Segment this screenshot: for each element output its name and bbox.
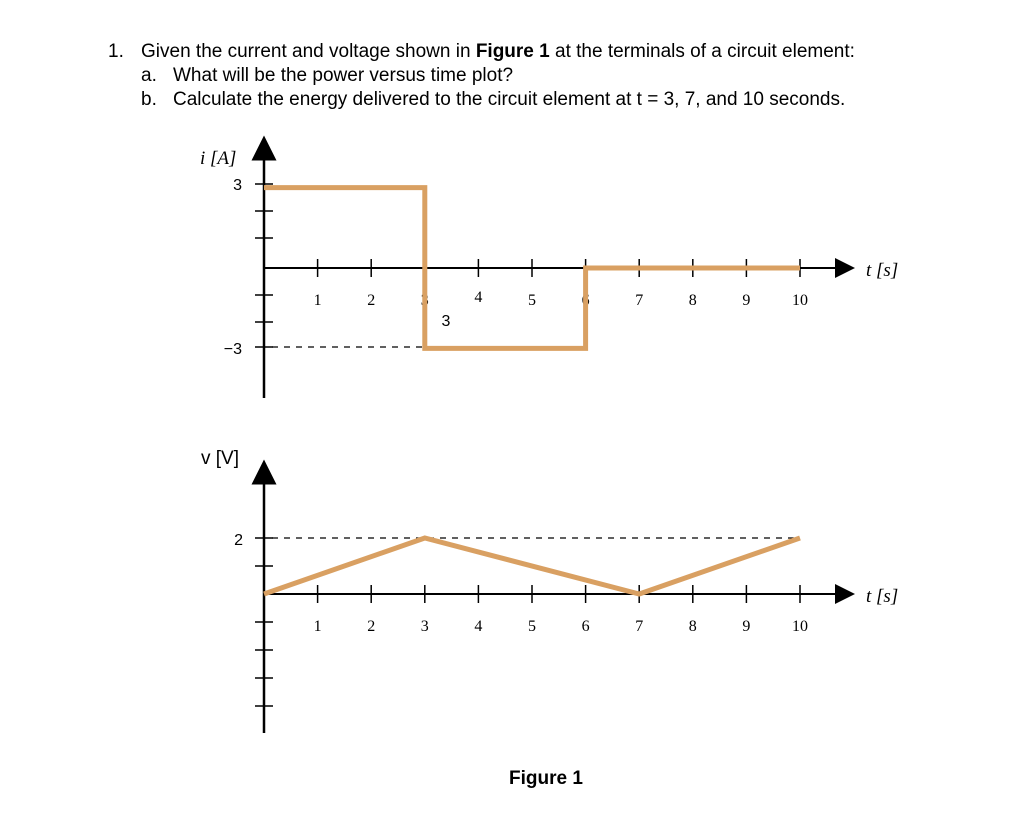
i-x-tick-label-4: 4 — [474, 289, 483, 306]
i-x-tick-label-9: 9 — [742, 292, 751, 309]
current-x-label: t [s] — [866, 260, 899, 281]
i-x-tick-label-8: 8 — [688, 292, 697, 309]
v-x-tick-label-5: 5 — [528, 618, 536, 635]
part-a-letter: a. — [141, 65, 157, 86]
part-a-text: What will be the power versus time plot? — [173, 65, 514, 86]
v-x-tick-label-7: 7 — [635, 618, 644, 635]
i-x-tick-label-5: 5 — [528, 292, 536, 309]
figure-caption: Figure 1 — [509, 768, 583, 789]
voltage-plot — [201, 448, 898, 733]
intro-figure-ref: Figure 1 — [475, 41, 550, 62]
current-x-tick-labels — [314, 289, 808, 309]
v-x-tick-label-2: 2 — [367, 618, 376, 635]
voltage-y-tick-label-2: 2 — [234, 532, 243, 549]
v-x-tick-label-4: 4 — [474, 618, 483, 635]
v-x-tick-label-3: 3 — [420, 618, 429, 635]
intro-post: at the terminals of a circuit element: — [555, 41, 855, 62]
voltage-x-tick-labels — [314, 618, 808, 635]
current-extra-label-3: 3 — [441, 313, 451, 330]
v-x-tick-label-9: 9 — [742, 618, 751, 635]
voltage-y-label — [201, 448, 239, 469]
v-x-tick-label-8: 8 — [688, 618, 697, 635]
current-plot — [200, 148, 898, 398]
v-x-tick-label-10: 10 — [792, 618, 808, 635]
i-x-tick-label-1: 1 — [313, 292, 322, 309]
current-y-label: i [A] — [200, 148, 237, 169]
i-x-tick-label-3: 3 — [420, 292, 429, 309]
v-x-tick-label-6: 6 — [581, 618, 590, 635]
voltage-y-label-text: v [V] — [201, 448, 240, 469]
problem-number: 1. — [108, 41, 124, 62]
v-x-tick-label-1: 1 — [313, 618, 322, 635]
current-y-tick-label-neg3: −3 — [223, 341, 242, 358]
i-x-tick-label-6: 6 — [581, 292, 590, 309]
i-x-tick-label-10: 10 — [792, 292, 808, 309]
i-x-tick-label-7: 7 — [635, 292, 644, 309]
part-b-letter: b. — [141, 89, 157, 110]
voltage-x-label: t [s] — [866, 586, 899, 607]
intro-pre: Given the current and voltage shown in — [141, 41, 471, 62]
current-y-tick-label-pos3: 3 — [233, 177, 242, 194]
i-x-tick-label-2: 2 — [367, 292, 376, 309]
part-b-text: Calculate the energy delivered to the circuit element at t = 3, 7, and 10 seconds. — [173, 89, 846, 110]
